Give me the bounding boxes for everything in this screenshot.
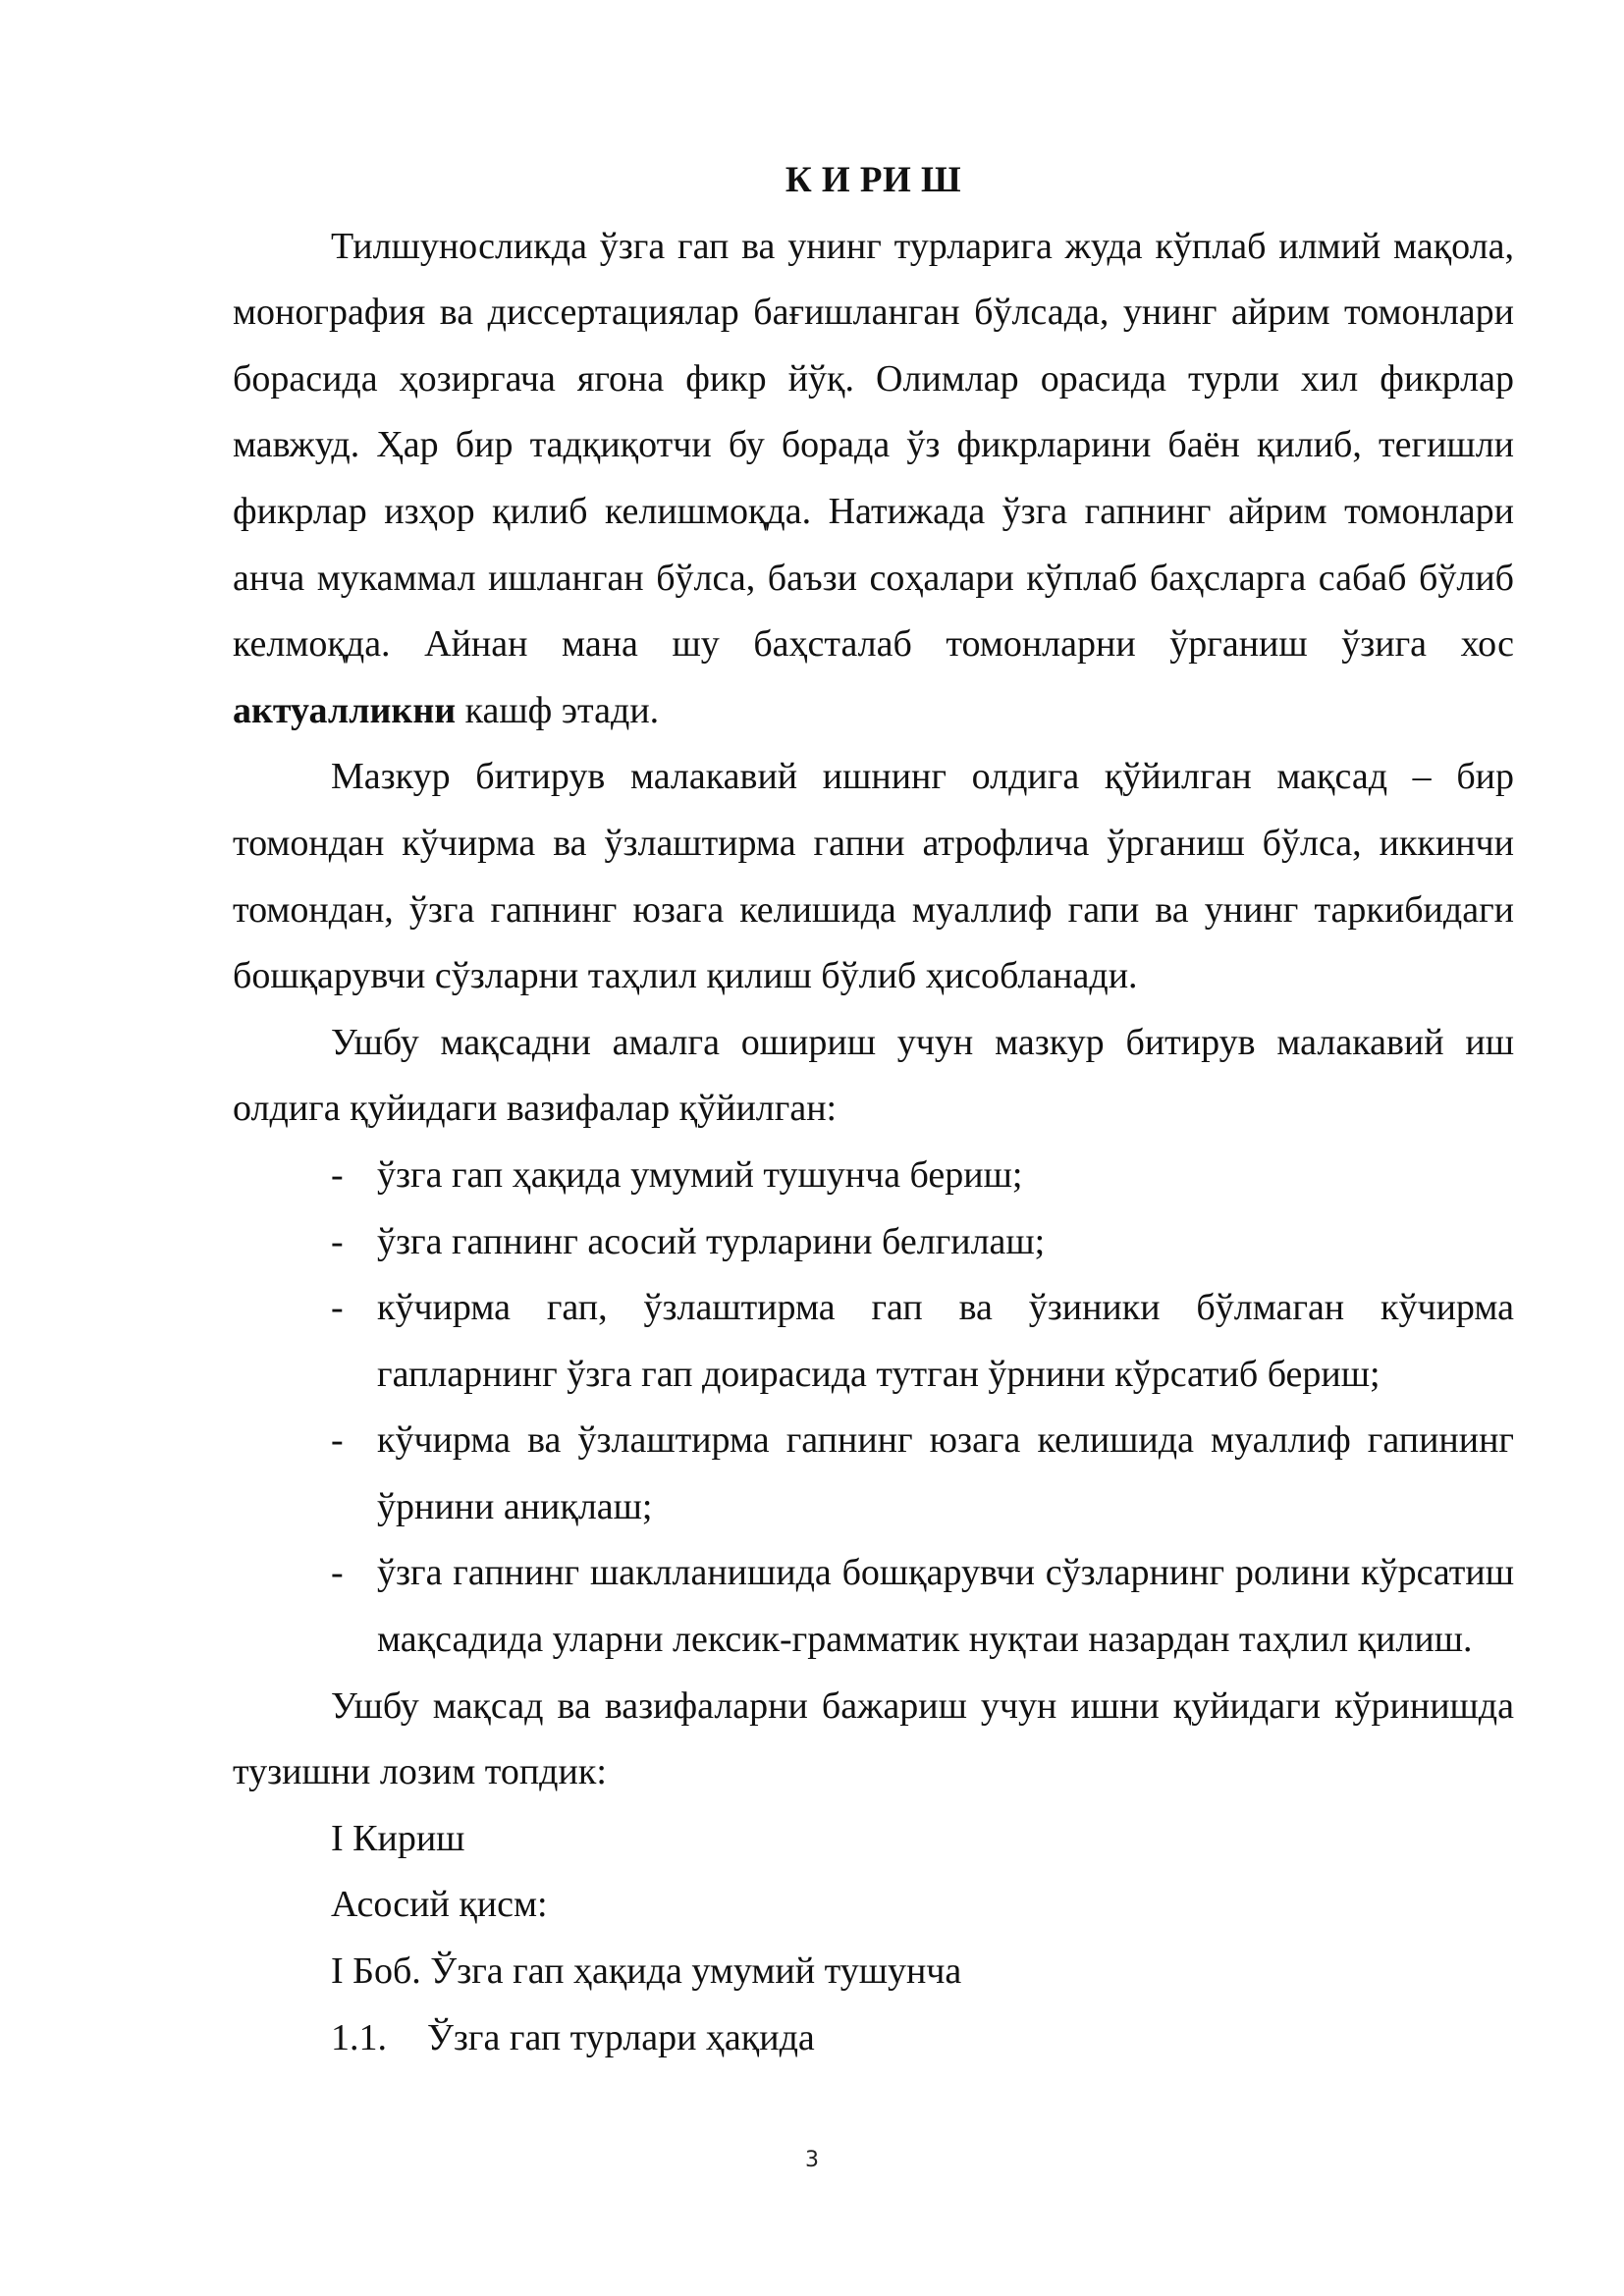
paragraph-tasks-intro: Ушбу мақсадни амалга ошириш учун мазкур битирув малакавий иш олдига қуйидаги вазифалар қўйилган: <box>233 1021 1514 1130</box>
list-item-text: ўзга гапнинг шаклланишида бошқарувчи сўзларнинг ролини кўрсатиш мақсадида уларни лексик-грамматик нуқтаи назардан таҳлил қилиш. <box>377 1552 1514 1661</box>
structure-main-part: Асосий қисм: <box>331 1884 548 1926</box>
section-number: 1.1. <box>331 2016 387 2058</box>
document-page <box>233 147 1514 2071</box>
list-dash: - <box>331 1220 344 1262</box>
section-title: Ўзга гап турлари ҳақида <box>427 2016 815 2058</box>
paragraph-goal: Мазкур битирув малакавий ишнинг олдига қўйилган мақсад – бир томондан кўчирма ва ўзлаштирма гапни атрофлича ўрганиш бўлса, иккинчи томондан, ўзга гапнинг юзага келишида муаллиф гапи ва унинг таркибидаги бошқарувчи сўзларни таҳлил қилиш бўлиб ҳисобланади. <box>233 756 1514 997</box>
page-number: 3 <box>805 2148 819 2172</box>
paragraph-relevance-ending: кашф этади. <box>456 689 660 731</box>
structure-section-1-1 <box>233 2005 1514 2072</box>
paragraph-relevance <box>233 214 1514 745</box>
list-item-text: кўчирма гап, ўзлаштирма гап ва ўзиники бўлмаган кўчирма гапларнинг ўзга гап доирасида тутган ўрнини кўрсатиб бериш; <box>377 1287 1514 1395</box>
paragraph-structure-intro: Ушбу мақсад ва вазифаларни бажариш учун ишни қуйидаги кўринишда тузишни лозим топдик: <box>233 1684 1514 1793</box>
list-item <box>331 1143 1514 1209</box>
list-dash: - <box>331 1287 344 1329</box>
keyword-relevance: актуалликни <box>233 689 457 731</box>
list-item-text: ўзга гапнинг асосий турларини белгилаш; <box>377 1220 1046 1262</box>
list-item <box>331 1540 1514 1673</box>
list-item <box>331 1275 1514 1408</box>
list-dash: - <box>331 1153 344 1196</box>
task-list <box>233 1143 1514 1674</box>
list-item <box>331 1209 1514 1276</box>
list-item <box>331 1408 1514 1540</box>
paragraph-relevance-text: Тилшуносликда ўзга гап ва унинг турларига жуда кўплаб илмий мақола, монография ва диссертациялар бағишланган бўлсада, унинг айрим томонлари борасида ҳозиргача ягона фикр йўқ. Олимлар орасида турли хил фикрлар мавжуд. Ҳар бир тадқиқотчи бу борада ўз фикрларини баён қилиб, тегишли фикрлар изҳор қилиб келишмоқда. Натижада ўзга гапнинг айрим томонлари анча мукаммал ишланган бўлса, баъзи соҳалари кўплаб баҳсларга сабаб бўлиб келмоқда. Айнан мана шу баҳсталаб томонларни ўрганиш ўзига хос <box>233 225 1514 666</box>
list-item-text: ўзга гап ҳақида умумий тушунча бериш; <box>377 1153 1023 1196</box>
list-item-text: кўчирма ва ўзлаштирма гапнинг юзага келишида муаллиф гапининг ўрнини аниқлаш; <box>377 1419 1514 1527</box>
list-dash: - <box>331 1552 344 1594</box>
list-dash: - <box>331 1419 344 1462</box>
structure-chapter-1: I Боб. Ўзга гап ҳақида умумий тушунча <box>331 1950 962 1993</box>
structure-intro: I Кириш <box>331 1817 465 1859</box>
page-title: К И РИ Ш <box>785 160 962 200</box>
